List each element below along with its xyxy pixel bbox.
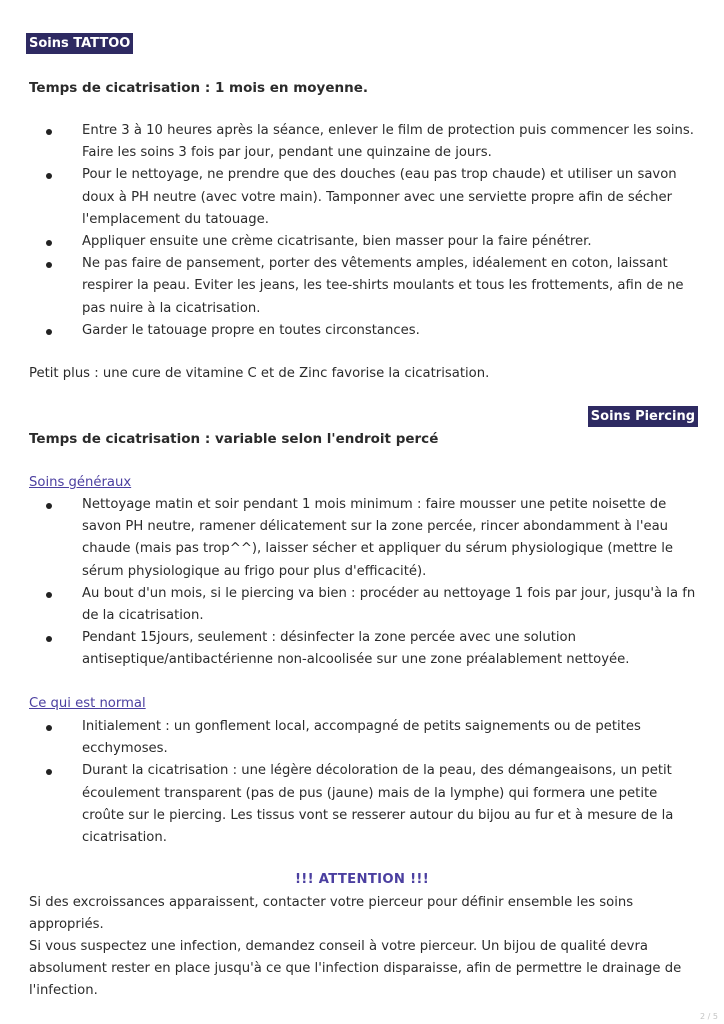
bullet-icon: [46, 503, 52, 509]
list-item: Garder le tatouage propre en toutes circonstances.: [82, 320, 698, 342]
bullet-icon: [46, 769, 52, 775]
tattoo-section-badge: Soins TATTOO: [26, 33, 133, 54]
bullet-icon: [46, 329, 52, 335]
bullet-icon: [46, 636, 52, 642]
general-care-title: Soins généraux: [29, 475, 132, 490]
piercing-section-badge: Soins Piercing: [588, 406, 698, 427]
list-item: Durant la cicatrisation : une légère décoloration de la peau, des démangeaisons, un petit écoulement transparent (pas de pus (jaune) mais de la lymphe) qui formera une petite croûte sur le piercing. Les tissus vont se resserer autour du bijou au fur et à mesure de la cicatrisation.: [82, 760, 698, 849]
list-item: Pendant 15jours, seulement : désinfecter la zone percée avec une solution antiseptique/antibactérienne non-alcoolisée sur une zone préalablement nettoyée.: [82, 627, 698, 671]
tattoo-healing-heading: Temps de cicatrisation : 1 mois en moyenne.: [29, 80, 369, 96]
normal-symptoms-list: [82, 716, 698, 849]
list-item: Nettoyage matin et soir pendant 1 mois minimum : faire mousser une petite noisette de savon PH neutre, ramener délicatement sur la zone percée, rincer abondamment à l'eau chaude (mais pas trop^^), laisser sécher et appliquer du sérum physiologique (mettre le sérum physiologique au frigo pour plus d'efficacité).: [82, 494, 698, 583]
bullet-icon: [46, 240, 52, 246]
bullet-icon: [46, 173, 52, 179]
list-item: Initialement : un gonflement local, accompagné de petits saignements ou de petites ecchymoses.: [82, 716, 698, 760]
page-number: 2 / 5: [700, 1012, 718, 1021]
list-item: Au bout d'un mois, si le piercing va bien : procéder au nettoyage 1 fois par jour, jusqu'à la fn de la cicatrisation.: [82, 583, 698, 627]
tattoo-tip: Petit plus : une cure de vitamine C et de Zinc favorise la cicatrisation.: [29, 366, 490, 381]
general-care-list: [82, 494, 698, 672]
attention-heading: !!! ATTENTION !!!: [294, 872, 430, 887]
list-item: Ne pas faire de pansement, porter des vêtements amples, idéalement en coton, laissant respirer la peau. Eviter les jeans, les tee-shirts moulants et tous les frottements, afin de ne pas nuire à la cicatrisation.: [82, 253, 698, 320]
bullet-icon: [46, 262, 52, 268]
piercing-healing-heading: Temps de cicatrisation : variable selon l'endroit percé: [29, 431, 439, 447]
tattoo-care-list: [82, 120, 698, 342]
bullet-icon: [46, 592, 52, 598]
attention-text-infection: Si vous suspectez une infection, demandez conseil à votre pierceur. Un bijou de qualité devra absolument rester en place jusqu'à ce que l'infection disparaisse, afin de permettre le drainage de l'infection.: [29, 939, 682, 999]
normal-symptoms-title: Ce qui est normal: [29, 696, 146, 711]
list-item: Appliquer ensuite une crème cicatrisante, bien masser pour la faire pénétrer.: [82, 231, 698, 253]
attention-text-excroissances: Si des excroissances apparaissent, contacter votre pierceur pour définir ensemble les soins appropriés.: [29, 895, 634, 933]
bullet-icon: [46, 129, 52, 135]
bullet-icon: [46, 725, 52, 731]
list-item: Entre 3 à 10 heures après la séance, enlever le film de protection puis commencer les soins. Faire les soins 3 fois par jour, pendant une quinzaine de jours.: [82, 120, 698, 164]
list-item: Pour le nettoyage, ne prendre que des douches (eau pas trop chaude) et utiliser un savon doux à PH neutre (avec votre main). Tamponner avec une serviette propre afin de sécher l'emplacement du tatouage.: [82, 164, 698, 231]
